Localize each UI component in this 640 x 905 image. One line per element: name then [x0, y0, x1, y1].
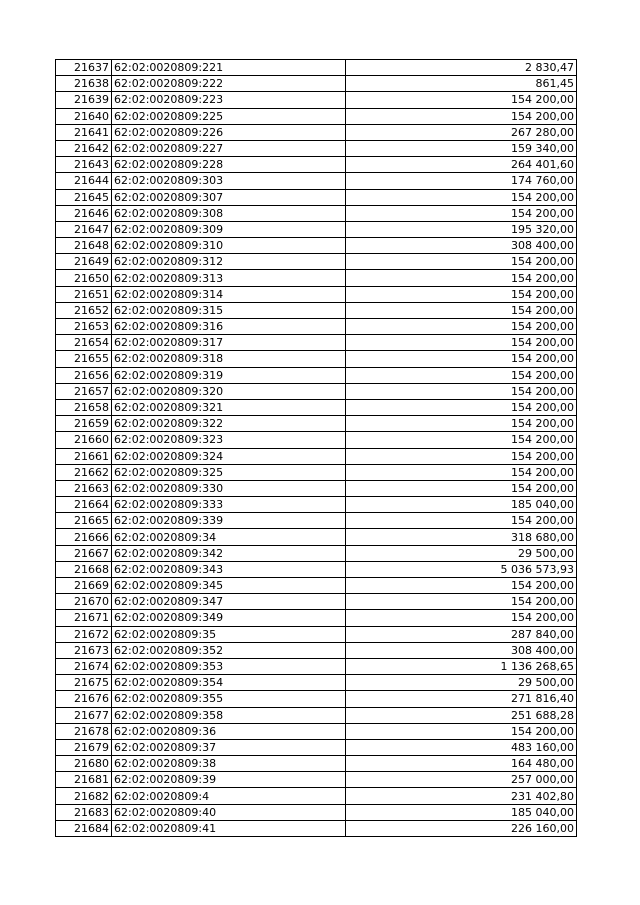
table-row [56, 545, 577, 561]
row-number: 21664 [56, 497, 112, 513]
table-row [56, 578, 577, 594]
cadastral-value: 154 200,00 [346, 254, 577, 270]
table-row [56, 723, 577, 739]
cadastral-value: 154 200,00 [346, 513, 577, 529]
row-number: 21681 [56, 772, 112, 788]
row-number: 21659 [56, 416, 112, 432]
cadastral-number: 62:02:0020809:316 [112, 319, 346, 335]
cadastral-number: 62:02:0020809:358 [112, 707, 346, 723]
table-row [56, 286, 577, 302]
cadastral-number: 62:02:0020809:309 [112, 221, 346, 237]
table-row [56, 739, 577, 755]
table-row [56, 383, 577, 399]
cadastral-value: 174 760,00 [346, 173, 577, 189]
table-row [56, 788, 577, 804]
cadastral-value: 287 840,00 [346, 626, 577, 642]
row-number: 21655 [56, 351, 112, 367]
cadastral-number: 62:02:0020809:41 [112, 820, 346, 836]
table-row [56, 432, 577, 448]
row-number: 21663 [56, 480, 112, 496]
row-number: 21643 [56, 157, 112, 173]
row-number: 21640 [56, 108, 112, 124]
cadastral-value: 308 400,00 [346, 238, 577, 254]
cadastral-number: 62:02:0020809:303 [112, 173, 346, 189]
cadastral-value: 154 200,00 [346, 432, 577, 448]
cadastral-number: 62:02:0020809:353 [112, 658, 346, 674]
table-row [56, 480, 577, 496]
cadastral-number: 62:02:0020809:317 [112, 335, 346, 351]
table-row [56, 691, 577, 707]
row-number: 21658 [56, 399, 112, 415]
table-row [56, 772, 577, 788]
cadastral-number: 62:02:0020809:312 [112, 254, 346, 270]
cadastral-number: 62:02:0020809:39 [112, 772, 346, 788]
table-row [56, 529, 577, 545]
cadastral-number: 62:02:0020809:325 [112, 464, 346, 480]
table-row [56, 416, 577, 432]
cadastral-number: 62:02:0020809:221 [112, 60, 346, 76]
row-number: 21654 [56, 335, 112, 351]
row-number: 21649 [56, 254, 112, 270]
table-row [56, 335, 577, 351]
row-number: 21676 [56, 691, 112, 707]
cadastral-number: 62:02:0020809:38 [112, 756, 346, 772]
row-number: 21644 [56, 173, 112, 189]
cadastral-number: 62:02:0020809:347 [112, 594, 346, 610]
table-row [56, 205, 577, 221]
cadastral-number: 62:02:0020809:4 [112, 788, 346, 804]
row-number: 21682 [56, 788, 112, 804]
row-number: 21673 [56, 642, 112, 658]
row-number: 21679 [56, 739, 112, 755]
cadastral-number: 62:02:0020809:308 [112, 205, 346, 221]
cadastral-value-table [55, 59, 577, 837]
cadastral-number: 62:02:0020809:315 [112, 302, 346, 318]
table-row [56, 820, 577, 836]
cadastral-value: 154 200,00 [346, 610, 577, 626]
cadastral-value: 264 401,60 [346, 157, 577, 173]
table-row [56, 448, 577, 464]
row-number: 21642 [56, 140, 112, 156]
cadastral-value: 154 200,00 [346, 92, 577, 108]
cadastral-value: 154 200,00 [346, 286, 577, 302]
table-row [56, 675, 577, 691]
cadastral-value: 267 280,00 [346, 124, 577, 140]
table-row [56, 124, 577, 140]
row-number: 21671 [56, 610, 112, 626]
cadastral-number: 62:02:0020809:307 [112, 189, 346, 205]
cadastral-number: 62:02:0020809:349 [112, 610, 346, 626]
cadastral-value: 231 402,80 [346, 788, 577, 804]
cadastral-number: 62:02:0020809:223 [112, 92, 346, 108]
cadastral-value: 861,45 [346, 76, 577, 92]
cadastral-number: 62:02:0020809:342 [112, 545, 346, 561]
row-number: 21661 [56, 448, 112, 464]
cadastral-value: 154 200,00 [346, 383, 577, 399]
row-number: 21647 [56, 221, 112, 237]
row-number: 21648 [56, 238, 112, 254]
cadastral-number: 62:02:0020809:40 [112, 804, 346, 820]
row-number: 21650 [56, 270, 112, 286]
table-row [56, 594, 577, 610]
cadastral-value: 257 000,00 [346, 772, 577, 788]
cadastral-value: 483 160,00 [346, 739, 577, 755]
cadastral-value: 154 200,00 [346, 416, 577, 432]
table-row [56, 804, 577, 820]
table-row [56, 270, 577, 286]
cadastral-value: 271 816,40 [346, 691, 577, 707]
table-row [56, 302, 577, 318]
cadastral-value: 154 200,00 [346, 335, 577, 351]
cadastral-number: 62:02:0020809:35 [112, 626, 346, 642]
cadastral-number: 62:02:0020809:343 [112, 561, 346, 577]
row-number: 21657 [56, 383, 112, 399]
cadastral-number: 62:02:0020809:330 [112, 480, 346, 496]
cadastral-number: 62:02:0020809:36 [112, 723, 346, 739]
cadastral-value: 154 200,00 [346, 108, 577, 124]
cadastral-number: 62:02:0020809:310 [112, 238, 346, 254]
cadastral-number: 62:02:0020809:318 [112, 351, 346, 367]
row-number: 21639 [56, 92, 112, 108]
cadastral-value: 195 320,00 [346, 221, 577, 237]
row-number: 21653 [56, 319, 112, 335]
cadastral-number: 62:02:0020809:354 [112, 675, 346, 691]
table-row [56, 707, 577, 723]
cadastral-number: 62:02:0020809:339 [112, 513, 346, 529]
cadastral-number: 62:02:0020809:355 [112, 691, 346, 707]
cadastral-value: 154 200,00 [346, 594, 577, 610]
table-row [56, 140, 577, 156]
cadastral-number: 62:02:0020809:228 [112, 157, 346, 173]
cadastral-value: 154 200,00 [346, 319, 577, 335]
row-number: 21667 [56, 545, 112, 561]
table-row [56, 189, 577, 205]
cadastral-value: 154 200,00 [346, 351, 577, 367]
cadastral-value: 154 200,00 [346, 205, 577, 221]
cadastral-value: 154 200,00 [346, 578, 577, 594]
table-body [56, 60, 577, 837]
cadastral-value: 154 200,00 [346, 270, 577, 286]
row-number: 21669 [56, 578, 112, 594]
cadastral-value: 318 680,00 [346, 529, 577, 545]
row-number: 21665 [56, 513, 112, 529]
table-row [56, 238, 577, 254]
table-row [56, 319, 577, 335]
table-row [56, 92, 577, 108]
cadastral-number: 62:02:0020809:222 [112, 76, 346, 92]
cadastral-number: 62:02:0020809:37 [112, 739, 346, 755]
table-row [56, 60, 577, 76]
table-row [56, 756, 577, 772]
cadastral-value: 154 200,00 [346, 302, 577, 318]
row-number: 21645 [56, 189, 112, 205]
cadastral-number: 62:02:0020809:226 [112, 124, 346, 140]
cadastral-value: 29 500,00 [346, 675, 577, 691]
cadastral-number: 62:02:0020809:345 [112, 578, 346, 594]
cadastral-value: 154 200,00 [346, 480, 577, 496]
table-row [56, 367, 577, 383]
cadastral-number: 62:02:0020809:34 [112, 529, 346, 545]
table-row [56, 108, 577, 124]
row-number: 21675 [56, 675, 112, 691]
cadastral-value: 29 500,00 [346, 545, 577, 561]
table-row [56, 399, 577, 415]
cadastral-value: 185 040,00 [346, 497, 577, 513]
table-row [56, 561, 577, 577]
row-number: 21684 [56, 820, 112, 836]
cadastral-value: 185 040,00 [346, 804, 577, 820]
row-number: 21637 [56, 60, 112, 76]
table-row [56, 173, 577, 189]
row-number: 21660 [56, 432, 112, 448]
table-row [56, 658, 577, 674]
table-row [56, 464, 577, 480]
cadastral-number: 62:02:0020809:320 [112, 383, 346, 399]
row-number: 21651 [56, 286, 112, 302]
cadastral-value: 154 200,00 [346, 399, 577, 415]
cadastral-value: 154 200,00 [346, 464, 577, 480]
table-row [56, 254, 577, 270]
cadastral-value: 154 200,00 [346, 723, 577, 739]
cadastral-value: 2 830,47 [346, 60, 577, 76]
cadastral-value: 1 136 268,65 [346, 658, 577, 674]
row-number: 21666 [56, 529, 112, 545]
table-row [56, 157, 577, 173]
cadastral-value: 164 480,00 [346, 756, 577, 772]
cadastral-value: 154 200,00 [346, 367, 577, 383]
cadastral-value: 308 400,00 [346, 642, 577, 658]
cadastral-number: 62:02:0020809:333 [112, 497, 346, 513]
row-number: 21678 [56, 723, 112, 739]
table-row [56, 513, 577, 529]
row-number: 21668 [56, 561, 112, 577]
row-number: 21674 [56, 658, 112, 674]
row-number: 21638 [56, 76, 112, 92]
cadastral-value: 159 340,00 [346, 140, 577, 156]
cadastral-number: 62:02:0020809:322 [112, 416, 346, 432]
row-number: 21652 [56, 302, 112, 318]
table-row [56, 642, 577, 658]
row-number: 21641 [56, 124, 112, 140]
row-number: 21646 [56, 205, 112, 221]
row-number: 21680 [56, 756, 112, 772]
cadastral-value: 251 688,28 [346, 707, 577, 723]
row-number: 21672 [56, 626, 112, 642]
cadastral-number: 62:02:0020809:321 [112, 399, 346, 415]
cadastral-number: 62:02:0020809:227 [112, 140, 346, 156]
table-row [56, 610, 577, 626]
row-number: 21677 [56, 707, 112, 723]
table-row [56, 351, 577, 367]
cadastral-number: 62:02:0020809:352 [112, 642, 346, 658]
cadastral-value: 5 036 573,93 [346, 561, 577, 577]
row-number: 21683 [56, 804, 112, 820]
table-row [56, 626, 577, 642]
cadastral-number: 62:02:0020809:225 [112, 108, 346, 124]
cadastral-number: 62:02:0020809:314 [112, 286, 346, 302]
cadastral-value: 154 200,00 [346, 189, 577, 205]
row-number: 21670 [56, 594, 112, 610]
cadastral-number: 62:02:0020809:324 [112, 448, 346, 464]
cadastral-number: 62:02:0020809:323 [112, 432, 346, 448]
cadastral-value: 154 200,00 [346, 448, 577, 464]
cadastral-number: 62:02:0020809:319 [112, 367, 346, 383]
row-number: 21656 [56, 367, 112, 383]
table-row [56, 76, 577, 92]
cadastral-number: 62:02:0020809:313 [112, 270, 346, 286]
cadastral-value: 226 160,00 [346, 820, 577, 836]
table-row [56, 221, 577, 237]
row-number: 21662 [56, 464, 112, 480]
table-row [56, 497, 577, 513]
